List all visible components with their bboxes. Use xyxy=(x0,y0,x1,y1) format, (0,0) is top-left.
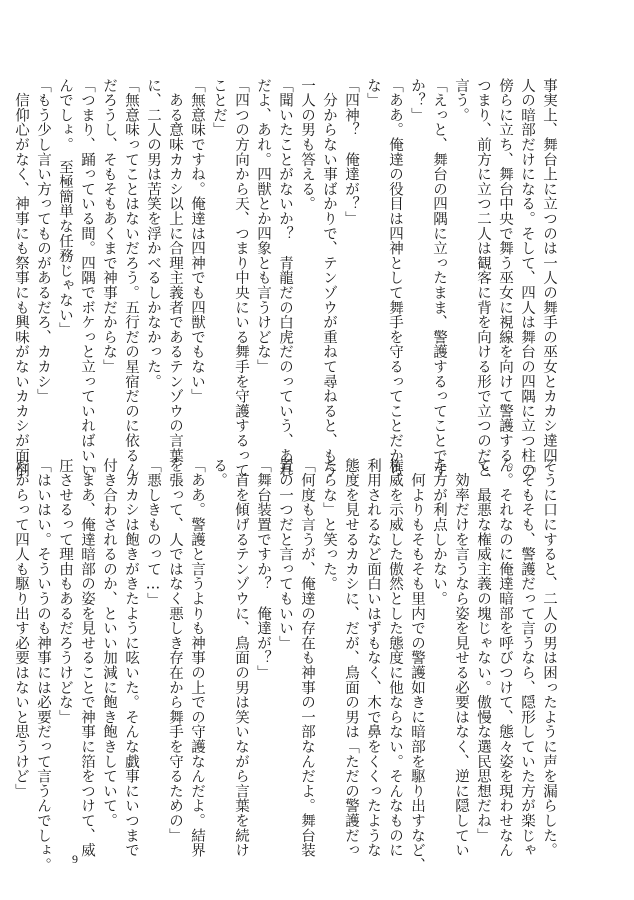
upper-text-line: 「えっと、舞台の四隅に立ったまま、警護するってことです xyxy=(431,78,447,478)
upper-text-line: 「無意味ってことはないだろう。五行だの星宿だのに依るん xyxy=(123,78,139,478)
lower-text-line: 権威を示威した傲然とした態度に他ならない。そんなものに xyxy=(387,458,403,858)
upper-text-line: 事実上、舞台上に立つのは一人の舞手の巫女とカカシ達四 xyxy=(541,78,557,463)
upper-text-line: ある意味カカシ以上に合理主義者であるテンゾウの言葉 xyxy=(167,78,183,463)
lower-text-line: を張って、人ではなく悪しき存在から舞手を守るための」 xyxy=(167,458,183,843)
upper-text-line: 「無意味ですね。俺達は四神でも四獣でもない」 xyxy=(189,78,205,404)
lower-text-line: ん。それなのに俺達暗部を呼びつけて、態々姿を現わせなん xyxy=(497,458,513,858)
upper-text-block xyxy=(13,78,560,478)
upper-text-line: 信仰心がなく、神事にも祭事にも興味がないカカシが面倒 xyxy=(13,78,29,478)
lower-text-line: 圧させるって理由もあるだろうけどな」 xyxy=(57,458,73,725)
upper-text-line: な」 xyxy=(365,78,381,108)
lower-text-line: 何よりもそもそも里内での警護如きに暗部を駆り出すなど、 xyxy=(409,458,425,873)
lower-text-line: て、最悪な権威主義の塊じゃない。傲慢な選民思想だね」 xyxy=(475,458,491,843)
lower-text-line: そうに口にすると、二人の男は困ったように声を漏らした。 xyxy=(541,458,557,858)
upper-text-line: 分からない事ばかりで、テンゾウが重ねて尋ねると、もう xyxy=(321,78,337,478)
lower-text-block xyxy=(13,458,560,873)
upper-text-line: ことだ」 xyxy=(211,78,227,138)
lower-text-line: 置の一つだと言ってもいい」 xyxy=(277,458,293,651)
upper-text-line: つまり、前方に立つ二人は観客に背を向ける形で立つのだと xyxy=(475,78,491,478)
lower-text-line: だからって四人も駆り出す必要はないと思うけど」 xyxy=(13,458,29,799)
upper-text-line: だろうし、そもそもあくまで神事だからな」 xyxy=(101,78,117,374)
upper-text-line: だよ、あれ。四獣とか四象とも言うけどな」 xyxy=(255,78,271,374)
lower-text-line: た方が利点しかない。 xyxy=(431,458,447,606)
upper-text-line: か？」 xyxy=(409,78,425,123)
lower-text-line: 「はいはい。そういうのも神事には必要だって言うんでしょ。 xyxy=(35,458,51,873)
lower-text-line: 「悪しきものって…」 xyxy=(145,458,161,608)
upper-text-line: 「聞いたことがないか？ 青龍だの白虎だのっていう、あれ xyxy=(277,78,293,478)
lower-text-line: 「舞台装置ですか？ 俺達が？」 xyxy=(255,458,271,680)
upper-text-line: 言う。 xyxy=(453,78,469,123)
upper-text-line: 「四神？ 俺達が？」 xyxy=(343,78,359,226)
lower-text-line: 「ああ。警護と言うよりも神事の上での守護なんだよ。結界 xyxy=(189,458,205,858)
lower-text-line: る。 xyxy=(211,458,227,488)
upper-text-line: 人の暗部だけになる。そして、四人は舞台の四隅に立つ柱の xyxy=(519,78,535,478)
lower-text-line: カカシは飽きがきたように呟いた。そんな戯事にいつまで xyxy=(123,458,139,858)
lower-text-line: 「何度も言うが、俺達の存在も神事の一部なんだよ。舞台装 xyxy=(299,458,315,858)
upper-text-line: に、二人の男は苦笑を浮かべるしかなかった。 xyxy=(145,78,161,389)
lower-text-line: 「そもそも、警護だって言うなら、隠形していた方が楽じゃ xyxy=(519,458,535,858)
lower-text-line: 態度を見せるカカシに、だが、鳥面の男は「ただの警護だっ xyxy=(343,458,359,858)
upper-text-line: 「つまり、踊っている間。四隅でボケっと立っていればいい xyxy=(79,78,95,478)
upper-text-line: 一人の男も答える。 xyxy=(299,78,315,212)
lower-text-line: 効率だけを言うなら姿を見せる必要はなく、逆に隠してい xyxy=(453,458,469,858)
upper-text-line: 傍らに立ち、舞台中央で舞う巫女に視線を向けて警護する。 xyxy=(497,78,513,478)
upper-text-line: 「四つの方向から天、つまり中央にいる舞手を守護するって xyxy=(233,78,249,478)
lower-text-line: 利用されるなど面白いはずもなく、木で鼻をくくったような xyxy=(365,458,381,858)
lower-text-line: 「まあ、俺達暗部の姿を見せることで神事に箔をつけて、威 xyxy=(79,458,95,858)
lower-text-line: たらな」と笑った。 xyxy=(321,458,337,592)
page-number: 9 xyxy=(72,852,78,866)
lower-text-line: 付き合わされるのか、といい加減に飽き飽きしていて。 xyxy=(101,458,117,828)
upper-text-line: 「もう少し言い方ってものがあるだろ、カカシ」 xyxy=(35,78,51,404)
lower-text-line: 首を傾げるテンゾウに、鳥面の男は笑いながら言葉を続け xyxy=(233,458,249,858)
upper-text-line: 「ああ。俺達の役目は四神として舞手を守るってことだから xyxy=(387,78,403,478)
upper-text-line: んでしょ。 至極簡単な任務じゃない」 xyxy=(57,78,73,338)
